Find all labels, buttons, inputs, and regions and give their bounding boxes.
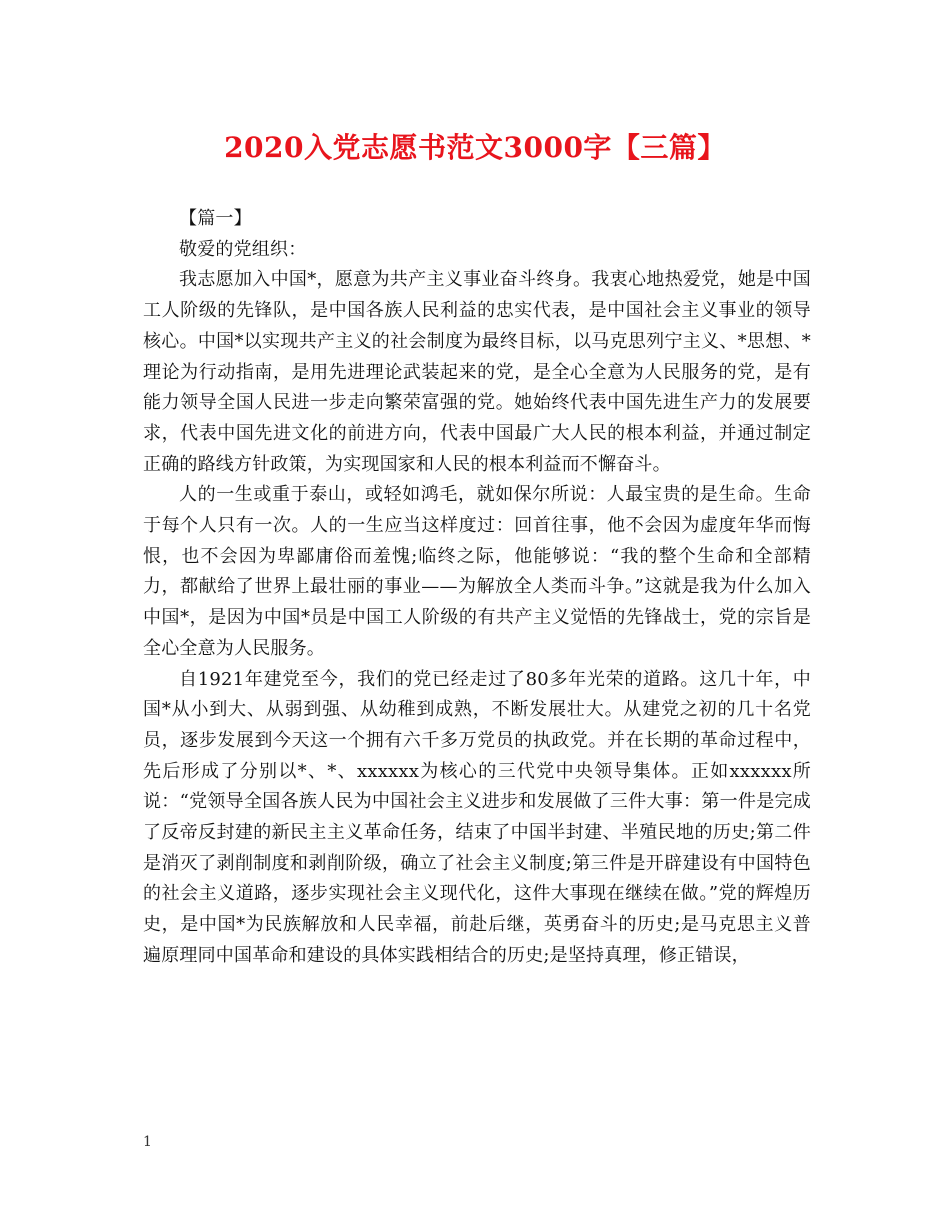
section-heading: 【篇一】	[179, 208, 252, 229]
document-title: 2020入党志愿书范文3000字【三篇】	[224, 131, 726, 164]
paragraph-2: 人的一生或重于泰山，或轻如鸿毛，就如保尔所说：人最宝贵的是生命。生命于每个人只有一次。人的一生应当这样度过：回首往事，他不会因为虚度年华而悔恨，也不会因为卑鄙庸俗而羞愧;临终之际，他能够说：“我的整个生命和全部精力，都献给了世界上最壮丽的事业——为解放全人类而斗争。”这就是我为什么加入中国*，是因为中国*员是中国工人阶级的有共产主义觉悟的先锋战士，党的宗旨是全心全意为人民服务。	[143, 484, 811, 659]
paragraph-1: 我志愿加入中国*，愿意为共产主义事业奋斗终身。我衷心地热爱党，她是中国工人阶级的先锋队，是中国各族人民利益的忠实代表，是中国社会主义事业的领导核心。中国*以实现共产主义的社会制度为最终目标，以马克思列宁主义、*思想、*理论为行动指南，是用先进理论武装起来的党，是全心全意为人民服务的党，是有能力领导全国人民进一步走向繁荣富强的党。她始终代表中国先进生产力的发展要求，代表中国先进文化的前进方向，代表中国最广大人民的根本利益，并通过制定正确的路线方针政策，为实现国家和人民的根本利益而不懈奋斗。	[143, 269, 811, 475]
page-number: 1	[143, 1134, 152, 1150]
document-body	[143, 204, 811, 972]
paragraph-3: 自1921年建党至今，我们的党已经走过了80多年光荣的道路。这几十年，中国*从小到大、从弱到强、从幼稚到成熟，不断发展壮大。从建党之初的几十名党员，逐步发展到今天这一个拥有六千多万党员的执政党。并在长期的革命过程中，先后形成了分别以*、*、xxxxxx为核心的三代党中央领导集体。正如xxxxxx所说：“党领导全国各族人民为中国社会主义进步和发展做了三件大事：第一件是完成了反帝反封建的新民主主义革命任务，结束了中国半封建、半殖民地的历史;第二件是消灭了剥削制度和剥削阶级，确立了社会主义制度;第三件是开辟建设有中国特色的社会主义道路，逐步实现社会主义现代化，这件大事现在继续在做。”党的辉煌历史，是中国*为民族解放和人民幸福，前赴后继，英勇奋斗的历史;是马克思主义普遍原理同中国革命和建设的具体实践相结合的历史;是坚持真理，修正错误，	[143, 668, 811, 966]
salutation: 敬爱的党组织：	[179, 238, 307, 260]
